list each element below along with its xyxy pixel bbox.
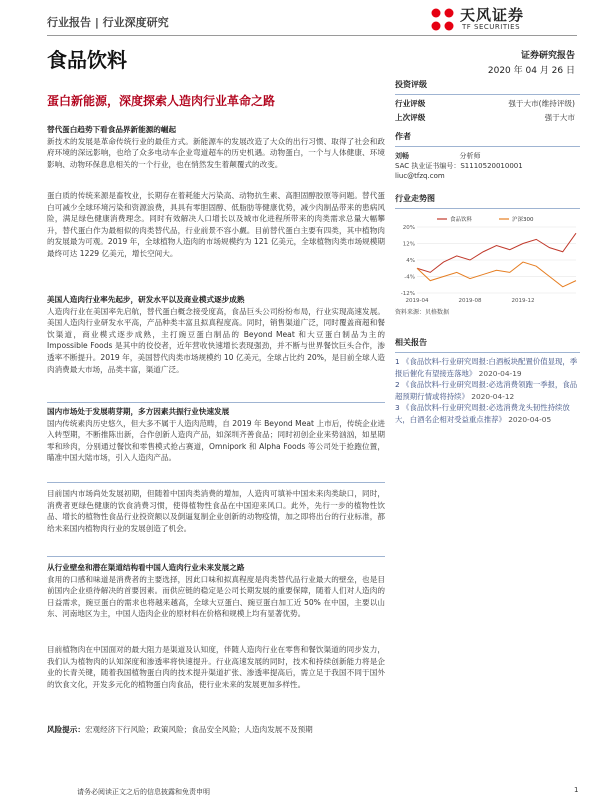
chart-series-line bbox=[417, 262, 576, 287]
brand-name-en: TF SECURITIES bbox=[462, 23, 521, 31]
section-heading: 替代蛋白趋势下看食品界新能源的崛起 bbox=[47, 125, 177, 134]
chart-y-tick-label: -12% bbox=[400, 291, 415, 297]
section-heading: 美国人造肉行业率先起步，研发水平以及商业模式逐步成熟 bbox=[47, 295, 245, 304]
section-4 bbox=[47, 406, 385, 464]
brand-name: 天风证券 bbox=[460, 6, 525, 24]
industry-rating-value: 强于大市(维持评级) bbox=[508, 99, 575, 108]
chart-block bbox=[395, 193, 580, 316]
related-item[interactable] bbox=[395, 356, 580, 379]
page-number: 1 bbox=[574, 786, 579, 794]
report-type: 证券研究报告 bbox=[520, 51, 575, 61]
related-item-text: 1 《食品饮料-行业研究周报:白酒板块配置价值显现，季报后催化有望接连落地》 bbox=[395, 357, 578, 378]
chart-y-tick-label: 20% bbox=[402, 225, 415, 231]
chart-source: 资料来源：贝格数据 bbox=[395, 309, 450, 316]
related-item-text: 2 《食品饮料-行业研究周报:必选消费领跑一季报，食品超预期行情或将持续》 bbox=[395, 380, 578, 401]
chart-x-tick-label: 2019-04 bbox=[405, 298, 429, 304]
rating-block bbox=[395, 79, 580, 126]
chart-title: 行业走势图 bbox=[395, 194, 435, 203]
author-info bbox=[395, 151, 580, 181]
section-divider bbox=[47, 482, 385, 483]
industry-rating-label: 行业评级 bbox=[395, 99, 426, 108]
author-name: 刘畅 bbox=[395, 152, 409, 160]
author-role: 分析师 bbox=[459, 152, 481, 160]
related-item-text: 3 《食品饮料-行业研究周报:必选消费龙头韧性持续放大，白酒名企相对受益重点推荐》 bbox=[395, 403, 570, 424]
report-category: 行业报告 | 行业深度研究 bbox=[47, 16, 169, 29]
chart-rule bbox=[395, 208, 580, 209]
risk-warning bbox=[47, 724, 385, 736]
author-title: 作者 bbox=[395, 132, 411, 141]
section-7 bbox=[47, 644, 385, 690]
section-body: 目前国内市场尚处发展初期，但随着中国肉类消费的增加，人造肉可填补中国未来肉类缺口，同时，消费者更绿色健康的饮食消费习惯，使得植物性食品在中国迎来风口。此外，先行一步的植物性饮品、增长的植物性食品行业投资额以及倒逼复制企业创新的动物疫情，加之即将出台的行业标准，都给未来国内植物肉行业的发展创造了机会。 bbox=[47, 489, 385, 533]
section-body: 食用的口感和味道是消费者的主要选择，因此口味和拟真程度是肉类替代品行业最大的壁垒，也是目前国内企业亟待解决的首要因素。而供应链的稳定是公司长期发展的重要保障，随着人们对人造肉的日益需求，豌豆蛋白的需求也将越来越高，全球大豆蛋白、豌豆蛋白加工近 50% 在中国，主要以山东、河南地区为主，中国人造肉企业的原材料在价格和规模上均有显著优势。 bbox=[47, 574, 385, 619]
prev-rating-row bbox=[395, 112, 580, 126]
author-sac: SAC 执业证书编号：S1110520010001 bbox=[395, 162, 523, 170]
industry-rating-row bbox=[395, 98, 580, 112]
chart-y-tick-label: 12% bbox=[402, 241, 415, 248]
prev-rating-value: 强于大市 bbox=[544, 113, 575, 122]
section-body: 新技术的发展是革命传统行业的最佳方式。新能源车的发展改造了大众的出行习惯、取得了社会和政府环境的深远影响，也给了众多电动车企业弯道超车的历史机遇。动物蛋白，一个与人体健康、环境影响、动物环保息息相关的一个行业，也在悄然发生着颠覆式的改变。 bbox=[47, 136, 385, 169]
section-3 bbox=[47, 294, 385, 375]
section-divider bbox=[47, 402, 385, 403]
author-email[interactable]: liuc@tfzq.com bbox=[395, 172, 445, 180]
report-date: 2020 年 04 月 26 日 bbox=[487, 66, 575, 76]
related-item-date: 2020-04-05 bbox=[508, 414, 552, 424]
section-heading: 国内市场处于发展萌芽期，多方因素共振行业快速发展 bbox=[47, 407, 230, 416]
header-divider bbox=[47, 35, 577, 36]
section-body: 目前植物肉在中国面对的最大阻力是渠道及认知度，伴随人造肉行业在零售和餐饮渠道的同步发力，我们认为植物肉的认知深度和渗透率将快速提升。行业高速发展的同时，技术和持续创新能力将是企业的长青关键，随着我国植物蛋白肉的技术提升渠道扩张、渗透率提高后，需立足于我国不同于国外的饮食文化，开发多元化的植物蛋白肉食品，使行业未来的发展更加多样性。 bbox=[47, 645, 385, 689]
chart-series-line bbox=[417, 233, 576, 272]
rating-rule bbox=[395, 94, 580, 95]
chart-x-tick-label: 2019-12 bbox=[511, 298, 535, 304]
chart-y-tick-label: -4% bbox=[404, 274, 415, 281]
brand-logo-icon bbox=[427, 4, 459, 36]
prev-rating-label: 上次评级 bbox=[395, 113, 426, 122]
trend-chart bbox=[395, 213, 580, 305]
related-block bbox=[395, 337, 580, 426]
related-item[interactable] bbox=[395, 379, 580, 402]
section-2 bbox=[47, 190, 385, 260]
related-item[interactable] bbox=[395, 402, 580, 425]
section-body: 蛋白质的传统来源是畜牧业，长期存在着耗能大污染高、动物抗生素、高胆固醇胶原等问题。替代蛋白可减少全球环境污染和资源浪费，具具有零胆固醇、低脂肪等健康优势，减少肉制品带来的患病风险，满足绿色健康消费理念。同时有效解决人口增长以及城市化进程所带来的肉类需求总量大幅攀升，替代蛋白作为最相似的肉类替代品，行业前景不容小觑。目前替代蛋白主要有四类，其中植物肉的发展最为可观。2019 年，全球植物人造肉的市场规模约为 121 亿美元，全球植物肉类市场规模期最终可达 1229 亿美元，增长空间大。 bbox=[47, 191, 385, 258]
related-title: 相关报告 bbox=[395, 338, 427, 347]
section-body: 国内传统素肉历史悠久，但大多不属于人造肉范畴，自 2019 年 Beyond Meat 上市后，传统企业进入转型期，不断推陈出新，合作创新人造肉产品，如深圳齐善食品；同时初创企业来势汹汹，如星期零和珍肉，分别通过餐饮和零售模式抢占赛道，Omnipork 和 Alpha Foods 等公司处于抢跑位置，瞄准中国大陆市场，引入人造肉产品。 bbox=[47, 418, 385, 463]
section-divider bbox=[47, 556, 385, 557]
author-block bbox=[395, 131, 580, 181]
section-body: 人造肉行业在美国率先启航，替代蛋白概念接受度高，食品巨头公司纷纷布局，行业实现高速发展。美国人造肉行业研发水平高，产品种类丰富且拟真程度高。同时，销售渠道广泛，同时覆盖商超和餐饮渠道，商业模式逐步成熟，主打豌豆蛋白制品的 Beyond Meat 和大豆蛋白制品为主的 Impossible Foods 是其中的佼佼者，近年营收快速增长表现强劲，并不断与世界餐饮巨头合作，渗透率不断提升。2019 年，美国替代肉类市场规模约 10 亿美元，全球占比约 20%，是目前全球人造肉消费最大市场，品类丰富，渠道广泛。 bbox=[47, 306, 385, 374]
related-rule bbox=[395, 352, 580, 353]
report-subtitle: 蛋白新能源，深度探索人造肉行业革命之路 bbox=[47, 94, 276, 108]
section-6 bbox=[47, 562, 385, 620]
related-item-date: 2020-04-19 bbox=[478, 368, 522, 378]
author-rule bbox=[395, 146, 580, 147]
chart-legend-label: 食品饮料 bbox=[450, 217, 473, 223]
chart-x-tick-label: 2019-08 bbox=[458, 298, 482, 304]
section-5 bbox=[47, 488, 385, 534]
risk-heading: 风险提示： bbox=[47, 725, 85, 734]
chart-legend-label: 沪深300 bbox=[512, 217, 534, 223]
related-item-date: 2020-04-12 bbox=[471, 391, 515, 401]
rating-title: 投资评级 bbox=[395, 80, 427, 89]
footer-disclaimer: 请务必阅读正文之后的信息披露和免责申明 bbox=[77, 788, 210, 796]
section-1 bbox=[47, 124, 385, 170]
page-title: 食品饮料 bbox=[47, 48, 127, 72]
section-heading: 从行业壁垒和潜在渠道结构看中国人造肉行业未来发展之路 bbox=[47, 563, 245, 572]
chart-y-tick-label: 4% bbox=[406, 258, 415, 264]
risk-body: 宏观经济下行风险；政策风险；食品安全风险；人造肉发展不及预期 bbox=[84, 725, 313, 734]
